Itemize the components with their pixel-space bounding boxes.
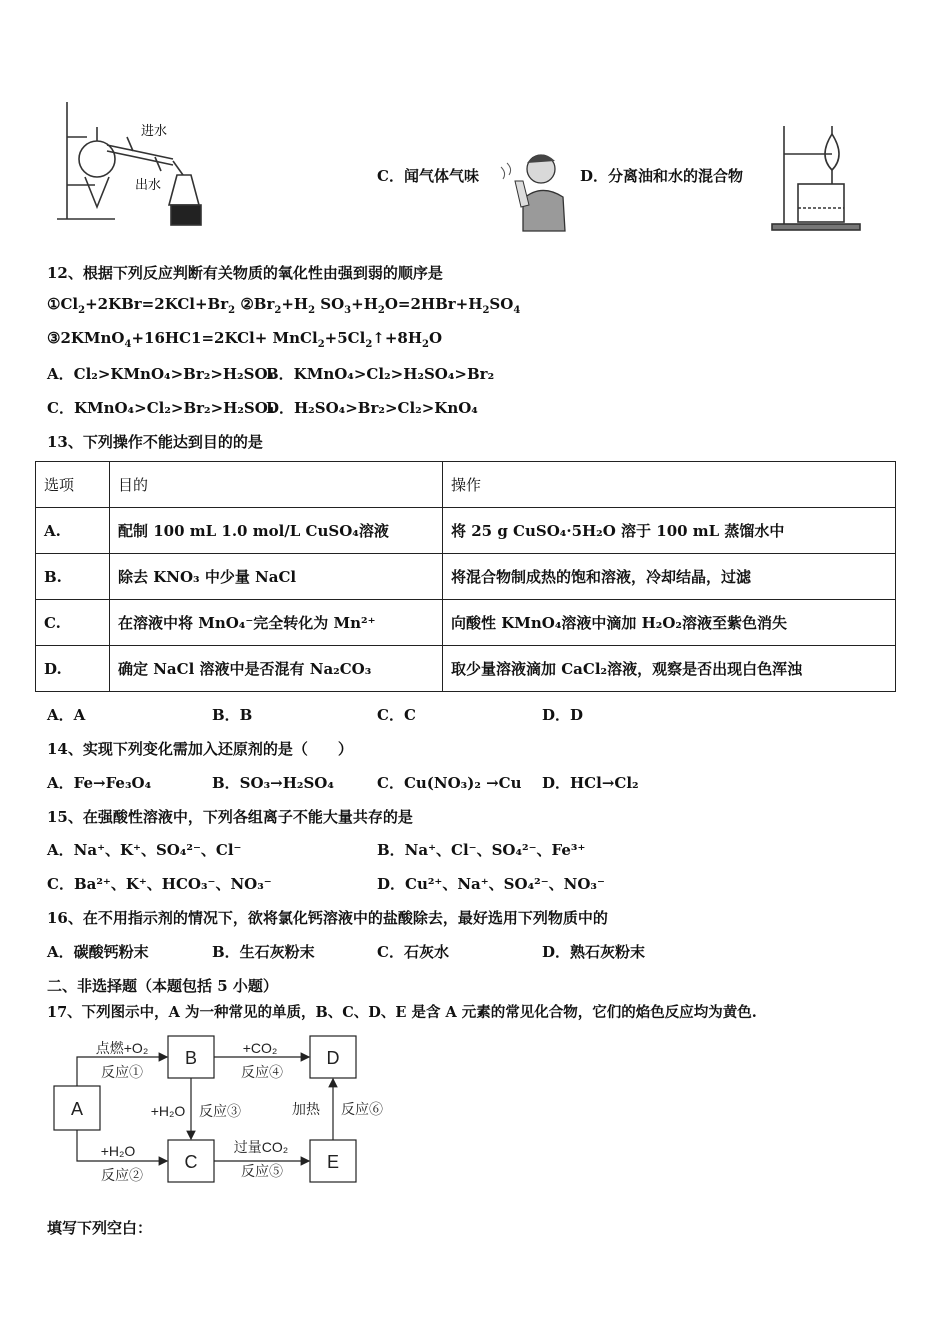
q13-option-c: C．C xyxy=(377,706,416,724)
cell-operation: 向酸性 KMnO₄溶液中滴加 H₂O₂溶液至紫色消失 xyxy=(443,600,896,646)
q12-reactions-line-2: ③2KMnO$_4$+16HC1=2KCl+ $MnCl_2+5Cl_2↑+8H_2O$ xyxy=(47,329,443,350)
node-e-label: E xyxy=(326,1152,340,1172)
q13-option-a: A．A xyxy=(47,706,86,724)
cell-option: B. xyxy=(36,554,110,600)
reaction-3-label: 反应③ xyxy=(199,1103,241,1119)
q14-option-c: C．Cu(NO₃)₂ →Cu xyxy=(377,774,522,792)
q14-stem: 14、实现下列变化需加入还原剂的是（ ） xyxy=(47,740,353,758)
reaction-4-reagent: +CO₂ xyxy=(242,1040,278,1056)
cell-option: D. xyxy=(36,646,110,692)
table-row xyxy=(36,600,896,646)
reaction-6-label: 反应⑥ xyxy=(341,1101,383,1117)
q12-reactions-line-1: $①Cl_2+2KBr=2KCl+Br_2$ $②Br_2+H_2$ $SO_3+H_2O=2HBr+H_2SO_4$ xyxy=(47,295,521,316)
water-out-label: 出水 xyxy=(135,177,162,192)
q14-option-a: A．Fe→Fe₃O₄ xyxy=(47,774,152,792)
table-header-row xyxy=(36,462,896,508)
node-a-label: A xyxy=(70,1099,84,1119)
q13-stem: 13、下列操作不能达到目的的是 xyxy=(47,433,263,451)
table-row xyxy=(36,508,896,554)
header-operation: 操作 xyxy=(443,462,896,508)
q11-option-d: D．分离油和水的混合物 xyxy=(580,167,744,185)
cell-purpose: 在溶液中将 MnO₄⁻完全转化为 Mn²⁺ xyxy=(110,600,443,646)
q16-option-c: C．石灰水 xyxy=(377,943,449,961)
q11-option-c: C．闻气体气味 xyxy=(377,167,479,185)
header-option: 选项 xyxy=(36,462,110,508)
reaction-6-condition: 加热 xyxy=(292,1101,320,1117)
header-purpose: 目的 xyxy=(110,462,443,508)
q15-option-d: D．Cu²⁺、Na⁺、SO₄²⁻、NO₃⁻ xyxy=(377,875,605,893)
smelling-gas-figure xyxy=(493,147,571,233)
node-d-label: D xyxy=(326,1048,340,1068)
section-2-heading: 二、非选择题（本题包括 5 小题） xyxy=(47,977,278,995)
q16-option-d: D．熟石灰粉末 xyxy=(542,943,646,961)
reaction-5-reagent: 过量CO₂ xyxy=(233,1139,289,1155)
q12-stem: 12、根据下列反应判断有关物质的氧化性由强到弱的顺序是 xyxy=(47,264,443,282)
cell-option: A. xyxy=(36,508,110,554)
q13-table xyxy=(35,461,896,692)
separatory-funnel-figure xyxy=(770,122,866,232)
q12-option-c: C．KMnO₄>Cl₂>Br₂>H₂SO₄ xyxy=(47,399,275,417)
cell-purpose: 除去 KNO₃ 中少量 NaCl xyxy=(110,554,443,600)
q15-option-b: B．Na⁺、Cl⁻、SO₄²⁻、Fe³⁺ xyxy=(377,841,586,859)
node-b-label: B xyxy=(184,1048,198,1068)
q17-fill-prompt: 填写下列空白： xyxy=(47,1219,153,1237)
q16-option-a: A．碳酸钙粉末 xyxy=(47,943,149,961)
q12-option-d: D．H₂SO₄>Br₂>Cl₂>KnO₄ xyxy=(266,399,478,417)
table-row xyxy=(36,646,896,692)
q16-option-b: B．生石灰粉末 xyxy=(212,943,315,961)
reaction-1-label: 反应① xyxy=(101,1064,143,1080)
reaction-1-reagent: 点燃+O₂ xyxy=(95,1040,149,1056)
cell-purpose: 配制 100 mL 1.0 mol/L CuSO₄溶液 xyxy=(110,508,443,554)
cell-purpose: 确定 NaCl 溶液中是否混有 Na₂CO₃ xyxy=(110,646,443,692)
q15-stem: 15、在强酸性溶液中，下列各组离子不能大量共存的是 xyxy=(47,808,413,826)
cell-operation: 将 25 g CuSO₄·5H₂O 溶于 100 mL 蒸馏水中 xyxy=(443,508,896,554)
q12-option-b: B．KMnO₄>Cl₂>H₂SO₄>Br₂ xyxy=(266,365,495,383)
water-in-label: 进水 xyxy=(141,123,168,138)
q14-option-b: B．SO₃→H₂SO₄ xyxy=(212,774,334,792)
distillation-apparatus-figure xyxy=(55,97,215,231)
reaction-2-label: 反应② xyxy=(101,1167,143,1183)
node-c-label: C xyxy=(184,1152,198,1172)
q15-option-a: A．Na⁺、K⁺、SO₄²⁻、Cl⁻ xyxy=(47,841,242,859)
reaction-5-label: 反应⑤ xyxy=(241,1163,283,1179)
q15-option-c: C．Ba²⁺、K⁺、HCO₃⁻、NO₃⁻ xyxy=(47,875,272,893)
cell-operation: 将混合物制成热的饱和溶液，冷却结晶，过滤 xyxy=(443,554,896,600)
reaction-4-label: 反应④ xyxy=(241,1064,283,1080)
reaction-2-reagent: +H₂O xyxy=(100,1143,136,1159)
q12-option-a: A．Cl₂>KMnO₄>Br₂>H₂SO₄ xyxy=(47,365,275,383)
q14-option-d: D．HCl→Cl₂ xyxy=(542,774,639,792)
q16-stem: 16、在不用指示剂的情况下，欲将氯化钙溶液中的盐酸除去，最好选用下列物质中的 xyxy=(47,909,608,927)
q17-stem: 17、下列图示中，A 为一种常见的单质，B、C、D、E 是含 A 元素的常见化合物，它们的焰色反应均为黄色. xyxy=(47,1004,757,1021)
table-row xyxy=(36,554,896,600)
q13-option-d: D．D xyxy=(542,706,584,724)
cell-option: C. xyxy=(36,600,110,646)
q13-option-b: B．B xyxy=(212,706,253,724)
cell-operation: 取少量溶液滴加 CaCl₂溶液，观察是否出现白色浑浊 xyxy=(443,646,896,692)
reaction-3-reagent: +H₂O xyxy=(150,1103,186,1119)
q17-reaction-diagram xyxy=(50,1030,400,1190)
